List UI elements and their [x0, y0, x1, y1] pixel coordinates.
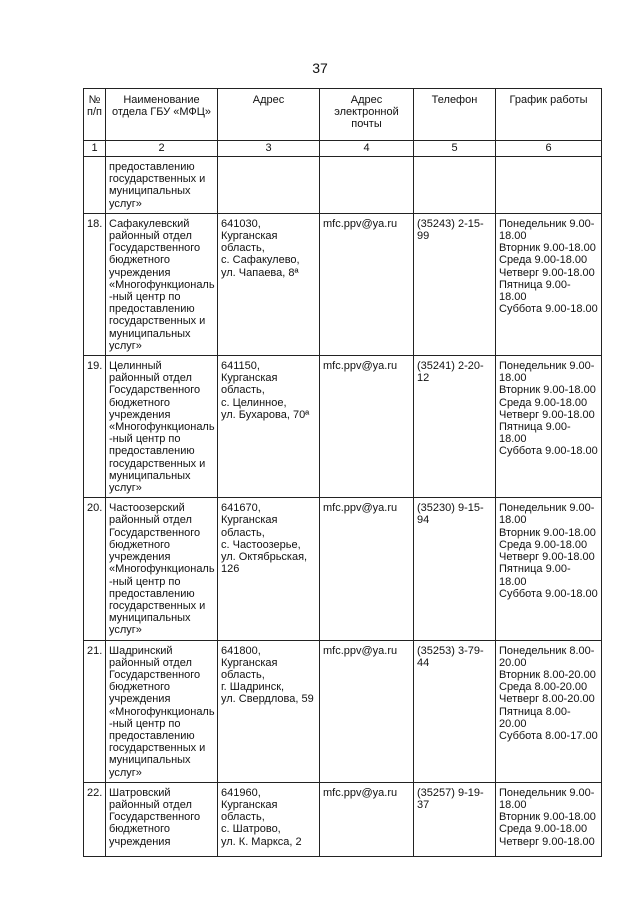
email-cell: mfc.ppv@ya.ru	[320, 498, 414, 640]
department-name-cell: Целинный районный отдел Государственного бюджетного учреждения «Многофункциональ -ный центр по предоставлению государственных и муниципальных услуг»	[106, 356, 218, 498]
column-number: 2	[106, 141, 218, 157]
header-email: Адрес электронной почты	[320, 89, 414, 141]
table-header-row	[84, 89, 602, 141]
header-address: Адрес	[218, 89, 320, 141]
column-number: 5	[414, 141, 496, 157]
email-cell: mfc.ppv@ya.ru	[320, 782, 414, 856]
department-name-cell: Шадринский районный отдел Государственного бюджетного учреждения «Многофункциональ -ный центр по предоставлению государственных и муниципальных услуг»	[106, 640, 218, 782]
schedule-cell: Понедельник 9.00- 18.00 Вторник 9.00-18.00 Среда 9.00-18.00 Четверг 9.00-18.00 Пятница 9.00-18.00 Суббота 9.00-18.00	[496, 498, 602, 640]
email-cell	[320, 157, 414, 214]
phone-cell: (35257) 9-19- 37	[414, 782, 496, 856]
table-row	[84, 356, 602, 498]
row-number-cell	[84, 157, 106, 214]
address-cell: 641960, Курганская область, с. Шатрово, ул. К. Маркса, 2	[218, 782, 320, 856]
row-number-cell: 18.	[84, 213, 106, 355]
address-cell: 641030, Курганская область, с. Сафакулево, ул. Чапаева, 8ª	[218, 213, 320, 355]
column-number: 4	[320, 141, 414, 157]
schedule-cell: Понедельник 9.00- 18.00 Вторник 9.00-18.00 Среда 9.00-18.00 Четверг 9.00-18.00 Пятница 9.00-18.00 Суббота 9.00-18.00	[496, 356, 602, 498]
header-number: № п/п	[84, 89, 106, 141]
address-cell	[218, 157, 320, 214]
department-name-cell: Сафакулевский районный отдел Государственного бюджетного учреждения «Многофункциональ -ный центр по предоставлению государственных и муниципальных услуг»	[106, 213, 218, 355]
schedule-cell: Понедельник 9.00- 18.00 Вторник 9.00-18.00 Среда 9.00-18.00 Четверг 9.00-18.00	[496, 782, 602, 856]
column-number: 1	[84, 141, 106, 157]
phone-cell	[414, 157, 496, 214]
row-number-cell: 22.	[84, 782, 106, 856]
email-cell: mfc.ppv@ya.ru	[320, 356, 414, 498]
schedule-cell	[496, 157, 602, 214]
address-cell: 641150, Курганская область, с. Целинное, ул. Бухарова, 70ª	[218, 356, 320, 498]
mfc-departments-table	[83, 88, 602, 857]
row-number-cell: 19.	[84, 356, 106, 498]
email-cell: mfc.ppv@ya.ru	[320, 640, 414, 782]
phone-cell: (35241) 2-20- 12	[414, 356, 496, 498]
email-cell: mfc.ppv@ya.ru	[320, 213, 414, 355]
row-number-cell: 21.	[84, 640, 106, 782]
column-number: 6	[496, 141, 602, 157]
column-number: 3	[218, 141, 320, 157]
department-name-cell: предоставлению государственных и муниципальных услуг»	[106, 157, 218, 214]
table-row	[84, 213, 602, 355]
schedule-cell: Понедельник 8.00- 20.00 Вторник 8.00-20.00 Среда 8.00-20.00 Четверг 8.00-20.00 Пятница 8.00-20.00 Суббота 8.00-17.00	[496, 640, 602, 782]
row-number-cell: 20.	[84, 498, 106, 640]
column-number-row	[84, 141, 602, 157]
address-cell: 641670, Курганская область, с. Частоозерье, ул. Октябрьская, 126	[218, 498, 320, 640]
department-name-cell: Частоозерский районный отдел Государственного бюджетного учреждения «Многофункциональ -ный центр по предоставлению государственных и муниципальных услуг»	[106, 498, 218, 640]
phone-cell: (35230) 9-15- 94	[414, 498, 496, 640]
table-row	[84, 782, 602, 856]
table-row	[84, 498, 602, 640]
table-row	[84, 640, 602, 782]
table-row	[84, 157, 602, 214]
address-cell: 641800, Курганская область, г. Шадринск, ул. Свердлова, 59	[218, 640, 320, 782]
schedule-cell: Понедельник 9.00- 18.00 Вторник 9.00-18.00 Среда 9.00-18.00 Четверг 9.00-18.00 Пятница 9.00-18.00 Суббота 9.00-18.00	[496, 213, 602, 355]
phone-cell: (35253) 3-79- 44	[414, 640, 496, 782]
page-number: 37	[312, 60, 328, 76]
department-name-cell: Шатровский районный отдел Государственного бюджетного учреждения	[106, 782, 218, 856]
header-phone: Телефон	[414, 89, 496, 141]
header-schedule: График работы	[496, 89, 602, 141]
header-name: Наименование отдела ГБУ «МФЦ»	[106, 89, 218, 141]
phone-cell: (35243) 2-15- 99	[414, 213, 496, 355]
